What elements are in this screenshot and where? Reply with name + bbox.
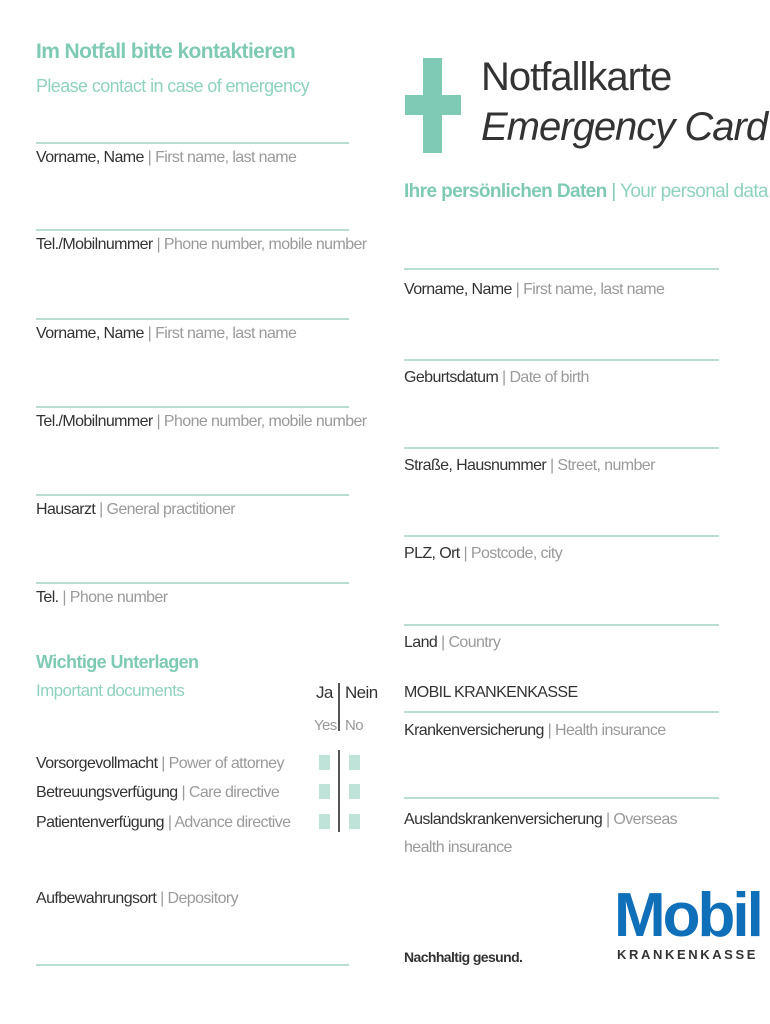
checkbox-icon[interactable] [319, 814, 330, 829]
personal-name-label: Vorname, Name | First name, last name [404, 281, 665, 298]
street-label: Straße, Hausnummer | Street, number [404, 457, 655, 474]
gp-line [36, 494, 349, 496]
mobil-logo-subtitle: KRANKENKASSE [617, 947, 758, 962]
checkbox-icon[interactable] [319, 755, 330, 770]
personal-data-heading: Ihre persönlichen Daten | Your personal data [404, 181, 769, 202]
depository-line [36, 964, 349, 966]
checkbox-icon[interactable] [349, 814, 360, 829]
yes-column-label-en: Yes [314, 717, 337, 734]
depository-label: Aufbewahrungsort | Depository [36, 890, 238, 907]
birthdate-line [404, 359, 719, 361]
contact1-name-label: Vorname, Name | First name, last name [36, 149, 297, 166]
card-title-en: Emergency Card [481, 105, 768, 149]
personal-name-line [404, 268, 719, 270]
checkbox-divider [338, 750, 340, 832]
contact2-name-line [36, 318, 349, 320]
contact1-phone-line [36, 229, 349, 231]
gp-label: Hausarzt | General practitioner [36, 501, 236, 518]
contact-heading-en: Please contact in case of emergency [36, 76, 310, 96]
postcode-label: PLZ, Ort | Postcode, city [404, 545, 563, 562]
no-column-label: Nein [345, 683, 378, 702]
street-line [404, 447, 719, 449]
doc-advance-directive-label: Patientenverfügung | Advance directive [36, 814, 291, 831]
insurer-name: MOBIL KRANKENKASSE [404, 684, 578, 701]
yes-no-divider [338, 683, 340, 731]
contact2-phone-label: Tel./Mobilnummer | Phone number, mobile number [36, 413, 367, 430]
health-insurance-label: Krankenversicherung | Health insurance [404, 722, 666, 739]
overseas-line [404, 797, 719, 799]
contact2-phone-line [36, 406, 349, 408]
contact1-phone-label: Tel./Mobilnummer | Phone number, mobile number [36, 236, 367, 253]
gp-phone-label: Tel. | Phone number [36, 589, 168, 606]
doc-power-of-attorney-label: Vorsorgevollmacht | Power of attorney [36, 755, 284, 772]
no-column-label-en: No [345, 717, 363, 734]
overseas-insurance-label: Auslandskrankenversicherung | Overseas [404, 811, 678, 828]
yes-column-label: Ja [316, 683, 333, 702]
insurer-line [404, 711, 719, 713]
checkbox-icon[interactable] [319, 784, 330, 799]
contact2-name-label: Vorname, Name | First name, last name [36, 325, 297, 342]
overseas-insurance-label-cont: health insurance [404, 839, 512, 856]
card-title: Notfallkarte [481, 55, 672, 99]
checkbox-icon[interactable] [349, 755, 360, 770]
documents-heading-en: Important documents [36, 681, 185, 700]
medical-cross-icon [405, 95, 461, 115]
mobil-logo: Mobil [614, 881, 761, 950]
gp-phone-line [36, 582, 349, 584]
birthdate-label: Geburtsdatum | Date of birth [404, 369, 589, 386]
country-line [404, 624, 719, 626]
slogan: Nachhaltig gesund. [404, 949, 523, 965]
contact-heading: Im Notfall bitte kontaktieren [36, 40, 296, 63]
checkbox-icon[interactable] [349, 784, 360, 799]
documents-heading: Wichtige Unterlagen [36, 652, 199, 672]
country-label: Land | Country [404, 634, 501, 651]
postcode-line [404, 535, 719, 537]
contact1-name-line [36, 142, 349, 144]
doc-care-directive-label: Betreuungsverfügung | Care directive [36, 784, 280, 801]
